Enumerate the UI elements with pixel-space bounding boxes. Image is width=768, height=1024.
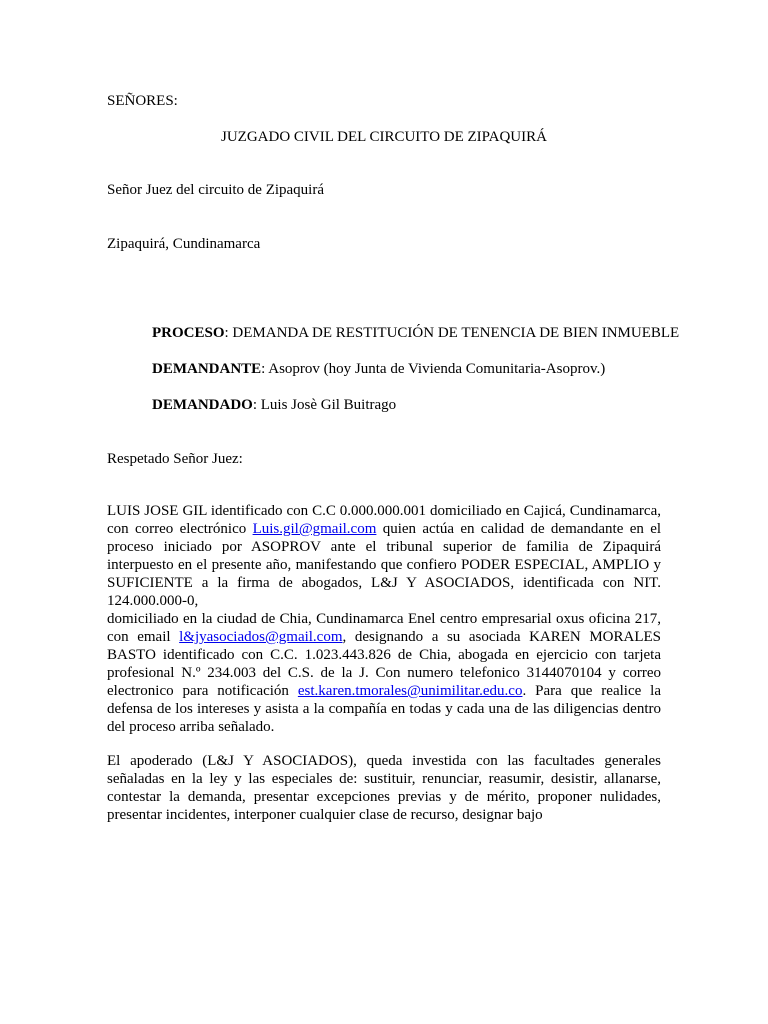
demandado-line	[152, 396, 396, 414]
firm-email-link[interactable]: l&jyasociados@gmail.com	[179, 629, 343, 645]
paragraph-line: contestar la demanda, presentar excepciones previas y de mérito, proponer nulidades,	[107, 789, 661, 805]
demandante-line	[152, 360, 605, 378]
paragraph-line: LUIS JOSE GIL identificado con C.C 0.000.000.001 domiciliado en Cajicá, Cundinamarca,	[107, 503, 661, 519]
proceso-line	[152, 324, 679, 342]
paragraph-line: del proceso arriba señalado.	[107, 719, 275, 735]
paragraph-line: BASTO identificado con C.C. 1.023.443.826 de Chia, abogada en ejercicio con tarjeta	[107, 647, 661, 663]
addressee: Señor Juez del circuito de Zipaquirá	[107, 182, 325, 198]
paragraph-line: SUFICIENTE a la firma de abogados, L&J Y ASOCIADOS, identificada con NIT.	[107, 575, 661, 591]
paragraph-line: con email l&jyasociados@gmail.com, designando a su asociada KAREN MORALES	[107, 629, 662, 645]
court-name: JUZGADO CIVIL DEL CIRCUITO DE ZIPAQUIRÁ	[221, 129, 547, 145]
proceso-label: PROCESO	[152, 325, 225, 341]
greeting: Respetado Señor Juez:	[107, 451, 243, 467]
paragraph-line: presentar incidentes, interponer cualquier clase de recurso, designar bajo	[107, 807, 543, 823]
demandante-label: DEMANDANTE	[152, 361, 262, 377]
client-email-link[interactable]: Luis.gil@gmail.com	[252, 521, 377, 537]
power-of-attorney-paragraph	[107, 502, 661, 736]
paragraph-line: electronico para notificación est.karen.tmorales@unimilitar.edu.co. Para que realice la	[107, 683, 662, 699]
paragraph-line: 124.000.000-0,	[107, 593, 199, 609]
paragraph-line: con correo electrónico Luis.gil@gmail.com quien actúa en calidad de demandante en el	[107, 521, 662, 537]
paragraph-line: proceso iniciado por ASOPROV ante el tribunal superior de familia de Zipaquirá	[107, 539, 661, 555]
paragraph-line: El apoderado (L&J Y ASOCIADOS), queda investida con las facultades generales	[107, 753, 661, 769]
demandante-value: : Asoprov (hoy Junta de Vivienda Comunitaria-Asoprov.)	[261, 361, 606, 377]
demandado-label: DEMANDADO	[152, 397, 253, 413]
city: Zipaquirá, Cundinamarca	[107, 236, 261, 252]
paragraph-line: domiciliado en la ciudad de Chia, Cundinamarca Enel centro empresarial oxus oficina 217,	[107, 611, 661, 627]
paragraph-line: profesional N.º 234.003 del C.S. de la J. Con numero telefonico 3144070104 y correo	[107, 665, 661, 681]
faculties-paragraph	[107, 752, 661, 824]
lawyer-email-link[interactable]: est.karen.tmorales@unimilitar.edu.co	[297, 683, 523, 699]
paragraph-line: señaladas en la ley y las especiales de: sustituir, renunciar, reasumir, desistir, allanarse,	[107, 771, 661, 787]
demandado-value: : Luis Josè Gil Buitrago	[252, 397, 397, 413]
paragraph-line: interpuesto en el presente año, manifestando que confiero PODER ESPECIAL, AMPLIO y	[107, 557, 661, 573]
salutation: SEÑORES:	[107, 93, 178, 109]
paragraph-line: defensa de los intereses y asista a la compañía en todas y cada una de las diligencias dentro	[107, 701, 661, 717]
proceso-value: : DEMANDA DE RESTITUCIÓN DE TENENCIA DE BIEN INMUEBLE	[224, 325, 680, 341]
